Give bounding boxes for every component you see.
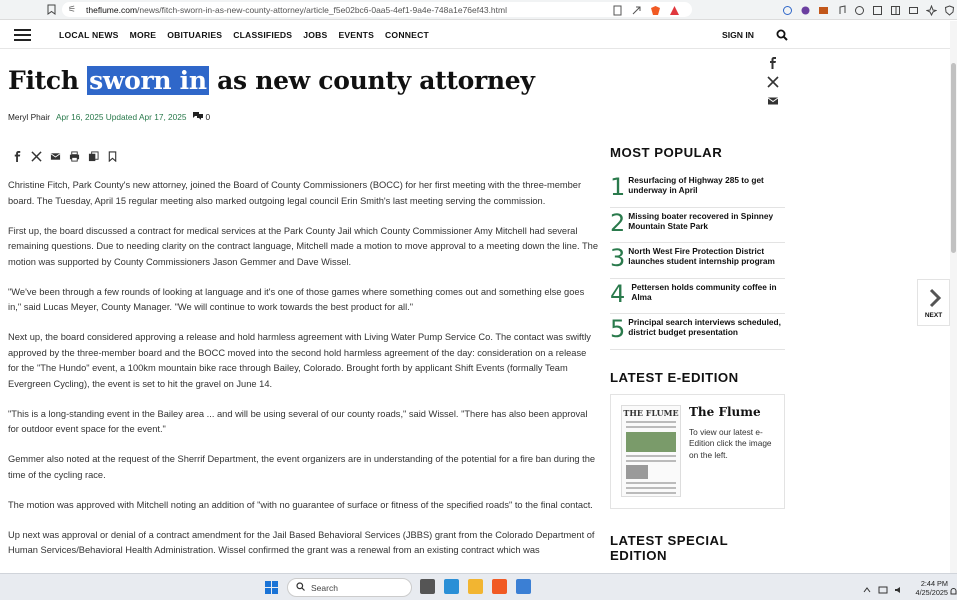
popular-item[interactable] — [610, 314, 785, 350]
extension-purple-icon[interactable] — [800, 3, 811, 14]
comment-count: 0 — [205, 111, 211, 122]
notification-bell-icon[interactable] — [950, 583, 957, 592]
site-nav — [0, 21, 950, 49]
popular-rank: 3 — [610, 244, 626, 272]
e-edition-description: To view our latest e-Edition click the image on the left. — [689, 426, 772, 460]
chevron-right-icon — [927, 288, 943, 308]
nav-item-3[interactable]: CLASSIFIEDS — [233, 30, 293, 40]
article-paragraph: Gemmer also noted at the request of the Sherrif Department, the event organizers are in understanding of the potential for a fire ban during the time of the cycling race. — [8, 454, 596, 480]
article-paragraph: Next up, the board considered approving a release and hold harmless agreement with Living Water Pump Service Co. The contact was swiftly approved by the three-member board and the BOCC moved into the second hold harmless agreement of the day: consideration on a release for the "The Hundo" event, a 100km mountain bike race through Bailey, Colorado. Brought forth by applicant Shift Events (formally Team Evergreen Cycling), the event is set to hit the gravel on June 14. — [8, 332, 591, 389]
article-paragraph: Up next was approval or denial of a contract amendment for the Jail Based Behavioral Services (JBBS) grant from the Colorado Department of Human Services/Behavioral Health Administration. Wissel confirmed the grant was a renewal from an existing contract which was — [8, 529, 595, 555]
scrollbar-thumb[interactable] — [951, 63, 956, 253]
url-path: /news/fitch-sworn-in-as-new-county-attorney/article_f5e02bc6-0aa5-4ef1-9a4e-748a1e76ef43.html — [137, 4, 507, 15]
comments-link[interactable] — [193, 111, 211, 122]
popular-rank: 4 — [610, 279, 626, 308]
nav-item-2[interactable]: OBITUARIES — [167, 30, 223, 40]
e-edition-card[interactable] — [610, 394, 785, 509]
music-icon[interactable] — [836, 3, 847, 14]
taskbar-search[interactable] — [287, 578, 412, 597]
notepad-icon[interactable] — [516, 579, 531, 594]
url-host: theflume.com — [86, 4, 138, 15]
popular-title-link[interactable]: Missing boater recovered in Spinney Mountain State Park — [628, 210, 774, 231]
hamburger-menu-icon[interactable] — [14, 29, 31, 41]
article-paragraph: Christine Fitch, Park County's new attorney, joined the Board of County Commissioners (BOCC) for her first meeting with the three-member board. The Tuesday, April 15 regular meeting also marked outgoing legal council Erin Smith's last meeting serving the commission. — [8, 180, 582, 206]
most-popular-list — [610, 172, 785, 350]
page-scrollbar[interactable] — [950, 21, 957, 573]
comment-icon — [193, 111, 203, 122]
e-edition-name[interactable]: The Flume — [689, 404, 761, 419]
special-edition-heading: LATEST SPECIAL EDITION — [610, 532, 728, 563]
clock-date: 4/25/2025 — [915, 588, 948, 597]
extension-icon[interactable] — [854, 3, 865, 14]
copy-icon[interactable] — [88, 149, 99, 160]
save-bookmark-icon[interactable] — [107, 149, 118, 160]
sidebar — [610, 145, 785, 593]
taskbar-clock[interactable] — [912, 579, 948, 597]
wallet-icon[interactable] — [908, 3, 919, 14]
popular-item[interactable] — [610, 172, 785, 208]
popular-title-link[interactable]: Resurfacing of Highway 285 to get underway in April — [628, 175, 764, 195]
headline-selected-text: sworn in — [89, 66, 207, 95]
nav-item-6[interactable]: CONNECT — [385, 30, 429, 40]
latest-edition-heading: LATEST E-EDITION — [610, 369, 739, 385]
popular-rank: 1 — [610, 173, 626, 201]
vpn-icon[interactable] — [944, 3, 955, 14]
facebook-icon[interactable] — [767, 56, 779, 68]
brave-browser-icon[interactable] — [492, 579, 507, 594]
taskbar-search-placeholder: Search — [311, 582, 338, 593]
sign-in-link[interactable]: SIGN IN — [722, 30, 754, 40]
most-popular-heading: MOST POPULAR — [610, 145, 723, 160]
popular-rank: 5 — [610, 315, 626, 343]
next-label: NEXT — [924, 312, 943, 319]
taskbar-apps — [420, 579, 531, 594]
volume-icon[interactable] — [894, 582, 904, 592]
x-twitter-icon[interactable] — [767, 75, 779, 87]
brave-shield-icon[interactable] — [650, 3, 661, 14]
popular-title-link[interactable]: North West Fire Protection District launches student internship program — [628, 246, 775, 266]
popular-item[interactable] — [610, 279, 785, 315]
bookmark-icon[interactable] — [44, 3, 58, 17]
email-icon[interactable] — [50, 149, 61, 160]
file-explorer-icon[interactable] — [468, 579, 483, 594]
reader-mode-icon[interactable] — [612, 3, 623, 14]
facebook-icon[interactable] — [12, 149, 23, 160]
article-headline — [8, 66, 535, 95]
article-paragraph: "We've been through a few rounds of looking at language and it's one of those games where something comes out and something else goes in," said Lucas Meyer, County Manager. "We will continue to work towards the best product for all." — [8, 286, 585, 312]
headline-text: Fitch — [8, 66, 88, 95]
nav-item-5[interactable]: EVENTS — [338, 30, 375, 40]
network-icon[interactable] — [878, 582, 888, 592]
email-icon[interactable] — [767, 94, 779, 106]
leo-icon[interactable] — [926, 3, 937, 14]
windows-start-icon[interactable] — [265, 581, 278, 594]
browser-toolbar — [0, 0, 957, 20]
author-name[interactable]: Meryl Phair — [8, 111, 50, 122]
e-edition-cover-image[interactable] — [621, 405, 681, 497]
nav-item-1[interactable]: MORE — [129, 30, 157, 40]
x-twitter-icon[interactable] — [31, 149, 42, 160]
sidebar-icon[interactable] — [890, 3, 901, 14]
link-extension-icon[interactable] — [782, 3, 793, 14]
nav-menu — [59, 30, 429, 40]
clock-time: 2:44 PM — [920, 579, 948, 588]
floating-share-bar — [767, 56, 779, 106]
headline-text: as new county attorney — [208, 66, 535, 95]
nav-item-4[interactable]: JOBS — [303, 30, 328, 40]
windows-taskbar — [0, 573, 957, 600]
share-icon[interactable] — [631, 3, 642, 14]
article-paragraph: "This is a long-standing event in the Bailey area ... and will be using several of our county roads," said Wissel. "There has also been approval for outdoor event space for the event." — [8, 408, 588, 434]
grid-icon[interactable] — [872, 3, 883, 14]
article-paragraph: The motion was approved with Mitchell noting an addition of "with no guarantee of surface or fitness of the specified roads" to the final contact. — [8, 499, 593, 510]
address-bar[interactable] — [62, 2, 692, 17]
system-tray — [862, 582, 904, 592]
e-edition-masthead: THE FLUME — [623, 407, 679, 418]
article-share-bar — [12, 149, 118, 160]
popular-item[interactable] — [610, 208, 785, 244]
edge-icon[interactable] — [444, 579, 459, 594]
search-icon — [296, 582, 305, 593]
popular-rank: 2 — [610, 208, 626, 237]
brave-rewards-icon[interactable] — [669, 3, 680, 14]
extension-orange-icon[interactable] — [818, 3, 829, 14]
popular-item[interactable] — [610, 243, 785, 279]
article-paragraph: First up, the board discussed a contract for medical services at the Park County Jail which County Commissioner Amy Mitchell had several remaining questions. Due to needing clarity on the contract language, Mitchell made a motion to move approval to a meeting down the line. The motion was supported by County Commissioners Jason Gemmer and Dave Wissel. — [8, 225, 599, 267]
chevron-up-icon[interactable] — [862, 582, 872, 592]
nav-item-0[interactable]: LOCAL NEWS — [59, 30, 119, 40]
site-settings-icon[interactable]: ⚟ — [68, 4, 77, 14]
article-body — [8, 178, 598, 573]
publish-date: Apr 16, 2025 Updated Apr 17, 2025 — [55, 111, 187, 122]
popular-title-link[interactable]: Principal search interviews scheduled, district budget presentation — [628, 317, 781, 337]
print-icon[interactable] — [69, 149, 80, 160]
task-view-icon[interactable] — [420, 579, 435, 594]
popular-title-link[interactable]: Pettersen holds community coffee in Alma — [631, 281, 777, 302]
byline — [8, 111, 210, 122]
search-icon[interactable] — [776, 28, 788, 40]
next-article-button[interactable] — [917, 279, 950, 326]
